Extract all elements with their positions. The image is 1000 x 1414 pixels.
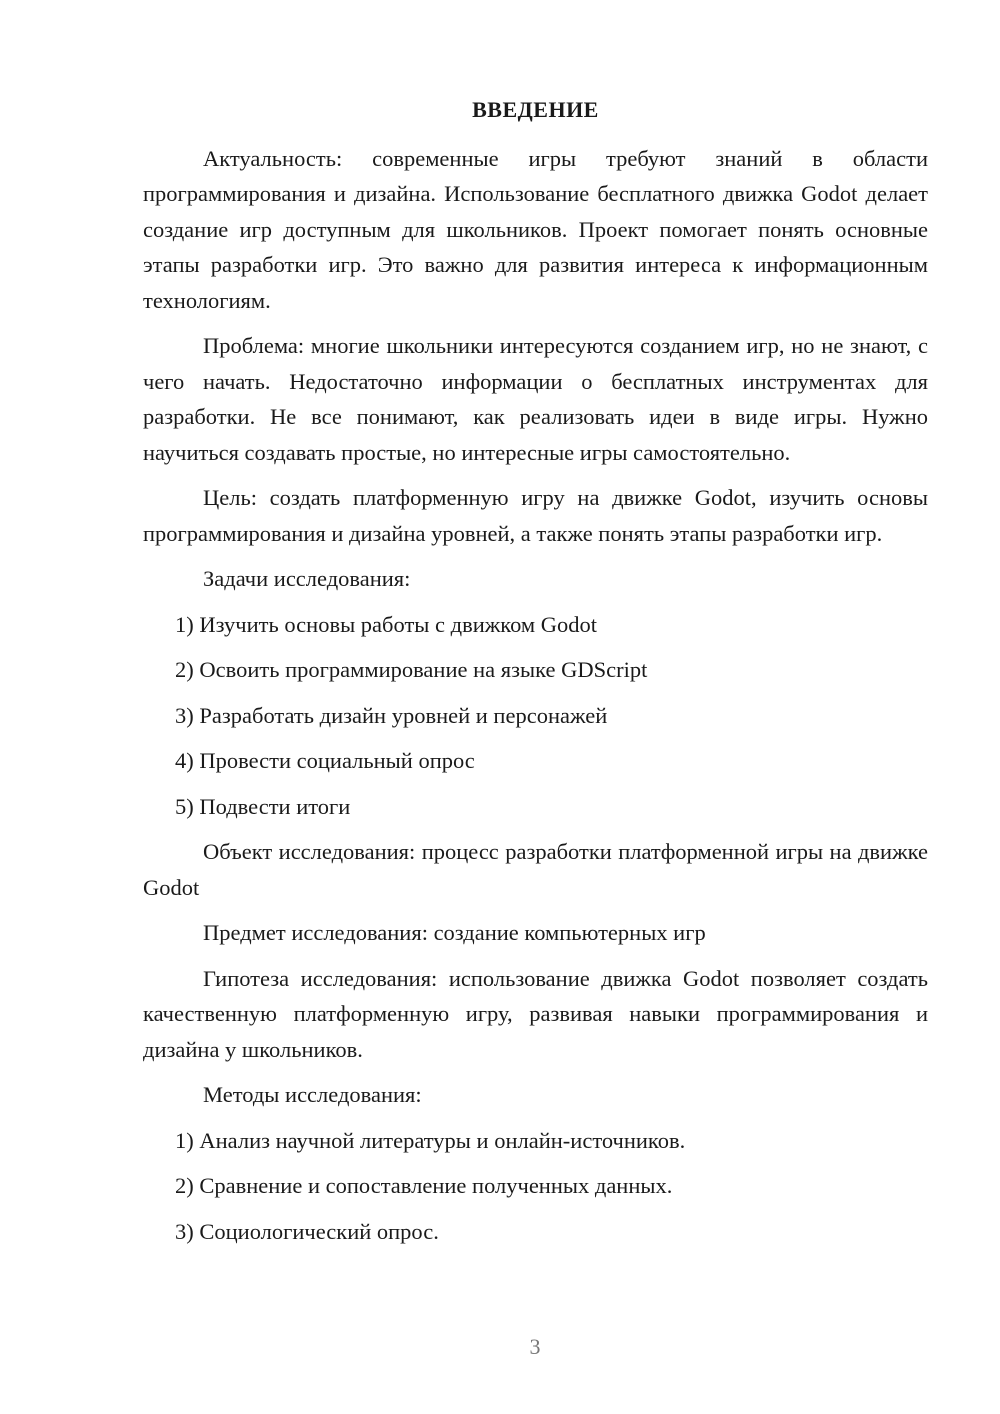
relevance-paragraph: Актуальность: современные игры требуют знаний в области программирования и дизайна. Использование бесплатного движка Godot делает создание игр доступным для школьников. Проект помогает понять основные этапы разработки игр. Это важно для развития интереса к информационным технологиям. <box>143 145 928 313</box>
goal-paragraph: Цель: создать платформенную игру на движке Godot, изучить основы программирования и дизайна уровней, а также понять этапы разработки игр. <box>143 485 928 546</box>
list-item: 3) Разработать дизайн уровней и персонажей <box>175 702 608 728</box>
list-item: 3) Социологический опрос. <box>175 1218 439 1244</box>
hypothesis-paragraph: Гипотеза исследования: использование движка Godot позволяет создать качественную платформенную игру, развивая навыки программирования и дизайна у школьников. <box>143 965 928 1062</box>
methods-list <box>143 1123 928 1250</box>
problem-paragraph: Проблема: многие школьники интересуются созданием игр, но не знают, с чего начать. Недостаточно информации о бесплатных инструментах для разработки. Не все понимают, как реализовать идеи в виде игры. Нужно научиться создавать простые, но интересные игры самостоятельно. <box>143 333 928 465</box>
list-item: 2) Освоить программирование на языке GDScript <box>175 657 648 682</box>
page-number: 3 <box>529 1334 541 1359</box>
document-page <box>143 92 928 1259</box>
list-item: 1) Изучить основы работы с движком Godot <box>175 611 598 637</box>
methods-heading: Методы исследования: <box>203 1082 422 1107</box>
tasks-list <box>143 607 928 825</box>
list-item: 5) Подвести итоги <box>175 793 351 819</box>
list-item: 1) Анализ научной литературы и онлайн-источников. <box>175 1127 686 1153</box>
page-title: ВВЕДЕНИЕ <box>472 97 599 122</box>
subject-paragraph: Предмет исследования: создание компьютерных игр <box>203 920 706 945</box>
tasks-heading: Задачи исследования: <box>203 566 411 591</box>
list-item: 2) Сравнение и сопоставление полученных данных. <box>175 1173 673 1198</box>
object-paragraph: Объект исследования: процесс разработки платформенной игры на движке Godot <box>143 839 928 900</box>
list-item: 4) Провести социальный опрос <box>175 748 475 773</box>
